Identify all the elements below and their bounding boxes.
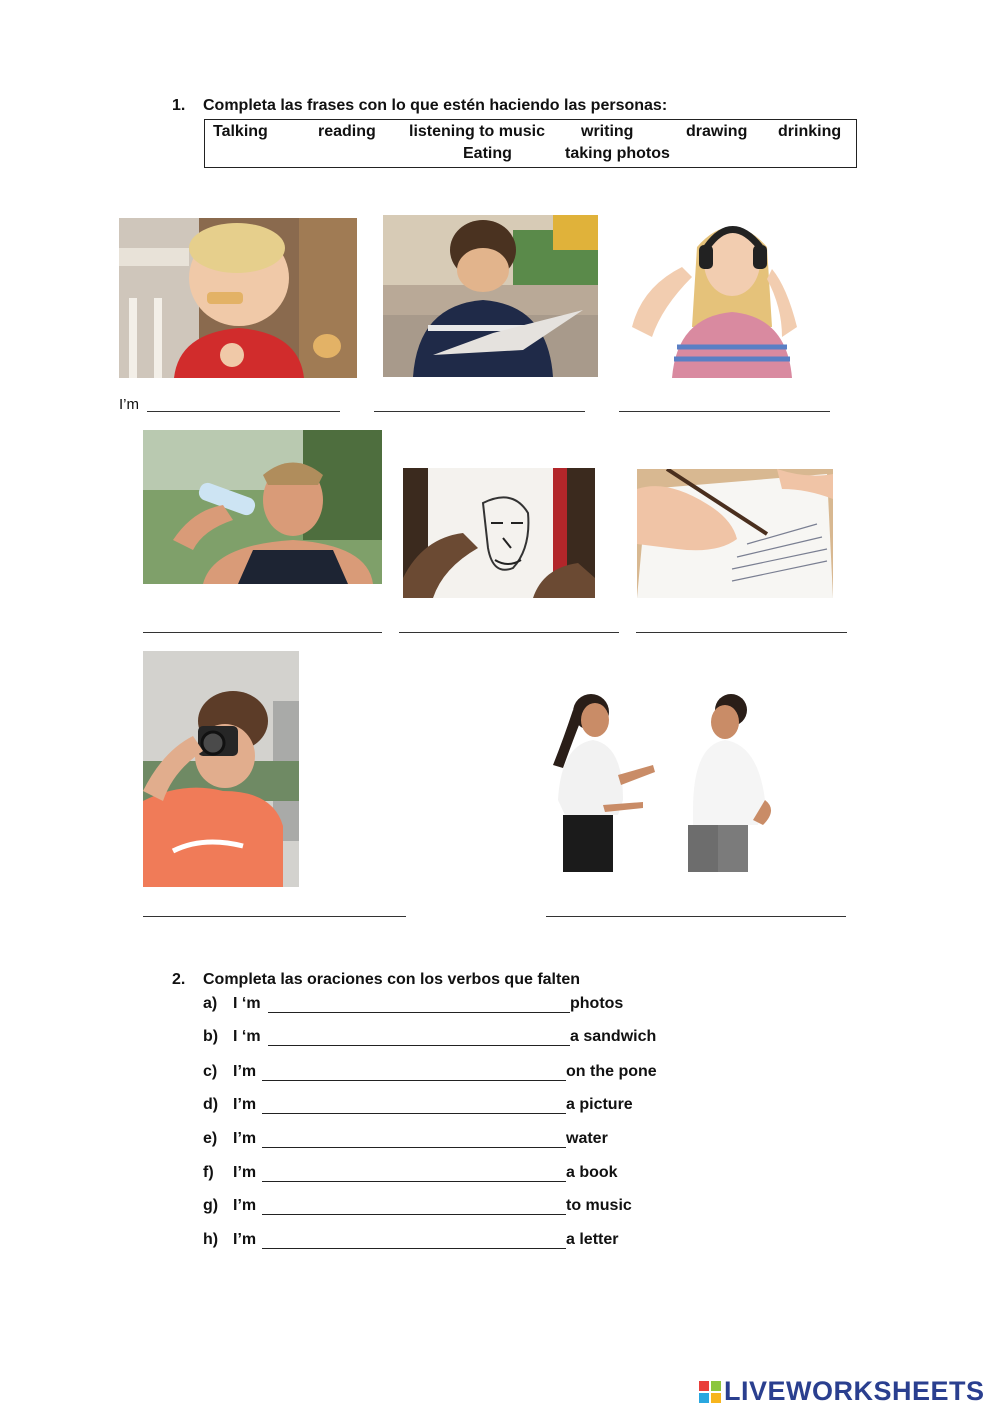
- exercise-2-title: Completa las oraciones con los verbos que falten: [203, 971, 580, 988]
- sentence-letter: h): [203, 1231, 219, 1248]
- sentence-blank[interactable]: [262, 1146, 566, 1148]
- photo-child-eating: [119, 218, 357, 378]
- word-bank-item: taking photos: [565, 145, 670, 162]
- sentence-blank[interactable]: [268, 1011, 570, 1013]
- sentence-letter: b): [203, 1028, 219, 1045]
- sentence-start: I’m: [233, 1130, 257, 1147]
- first-answer-prefix: I’m: [119, 396, 139, 413]
- sentence-start: I’m: [233, 1197, 257, 1214]
- sentence-end: photos: [570, 995, 624, 1012]
- answer-line-7[interactable]: [143, 916, 406, 917]
- sentence-start: I’m: [233, 1063, 257, 1080]
- exercise-2-number: 2.: [172, 971, 186, 988]
- sentence-blank[interactable]: [268, 1044, 570, 1046]
- sentence-letter: f): [203, 1164, 214, 1181]
- answer-line-4[interactable]: [143, 632, 382, 633]
- exercise-1-number: 1.: [172, 97, 186, 114]
- answer-line-2[interactable]: [374, 411, 585, 412]
- sentence-start: I’m: [233, 1096, 257, 1113]
- liveworksheets-logo-icon: [699, 1381, 721, 1403]
- photo-hand-writing: [637, 469, 833, 598]
- sentence-end: a sandwich: [570, 1028, 657, 1045]
- word-bank-item: Talking: [213, 123, 268, 140]
- sentence-a: [203, 995, 624, 1013]
- liveworksheets-logo-text: LIVEWORKSHEETS: [724, 1376, 985, 1406]
- sentence-end: water: [566, 1130, 608, 1147]
- word-bank-item: listening to music: [409, 123, 546, 140]
- sentence-blank[interactable]: [262, 1180, 566, 1182]
- sentence-end: a picture: [566, 1096, 633, 1113]
- word-bank: [204, 119, 857, 168]
- sentence-end: a letter: [566, 1231, 619, 1248]
- sentence-start: I ‘m: [233, 1028, 261, 1045]
- sentence-e: [203, 1130, 608, 1148]
- word-bank-item: reading: [318, 123, 376, 140]
- exercise-1-title: Completa las frases con lo que estén haciendo las personas:: [203, 97, 668, 114]
- sentence-letter: g): [203, 1197, 219, 1214]
- sentence-letter: e): [203, 1130, 218, 1147]
- sentence-end: a book: [566, 1164, 618, 1181]
- sentence-end: to music: [566, 1197, 632, 1214]
- answer-line-3[interactable]: [619, 411, 830, 412]
- sentence-end: on the pone: [566, 1063, 657, 1080]
- photo-drawing-portrait: [403, 468, 595, 598]
- photo-woman-headphones: [622, 207, 807, 378]
- sentence-blank[interactable]: [262, 1247, 566, 1249]
- sentence-start: I ‘m: [233, 995, 261, 1012]
- sentence-start: I’m: [233, 1164, 257, 1181]
- sentence-blank[interactable]: [262, 1112, 566, 1114]
- photo-taking-photos: [143, 651, 299, 887]
- sentence-h: [203, 1231, 619, 1249]
- photo-boy-reading: [383, 215, 598, 377]
- sentence-start: I’m: [233, 1231, 257, 1248]
- word-bank-item: writing: [581, 123, 634, 140]
- sentence-blank[interactable]: [262, 1079, 566, 1081]
- sentence-b: [203, 1028, 657, 1046]
- word-bank-item: drawing: [686, 123, 748, 140]
- sentence-blank[interactable]: [262, 1213, 566, 1215]
- sentence-letter: c): [203, 1063, 218, 1080]
- answer-line-5[interactable]: [399, 632, 619, 633]
- answer-line-8[interactable]: [546, 916, 846, 917]
- sentence-f: [203, 1164, 618, 1182]
- sentence-letter: a): [203, 995, 218, 1012]
- answer-line-6[interactable]: [636, 632, 847, 633]
- photo-man-drinking: [143, 430, 382, 584]
- photo-two-women-talking: [543, 690, 788, 872]
- sentence-d: [203, 1096, 633, 1114]
- sentence-letter: d): [203, 1096, 219, 1113]
- sentence-g: [203, 1197, 632, 1215]
- word-bank-item: Eating: [463, 145, 512, 162]
- sentence-c: [203, 1063, 657, 1081]
- word-bank-item: drinking: [778, 123, 842, 140]
- answer-line-1[interactable]: [147, 411, 340, 412]
